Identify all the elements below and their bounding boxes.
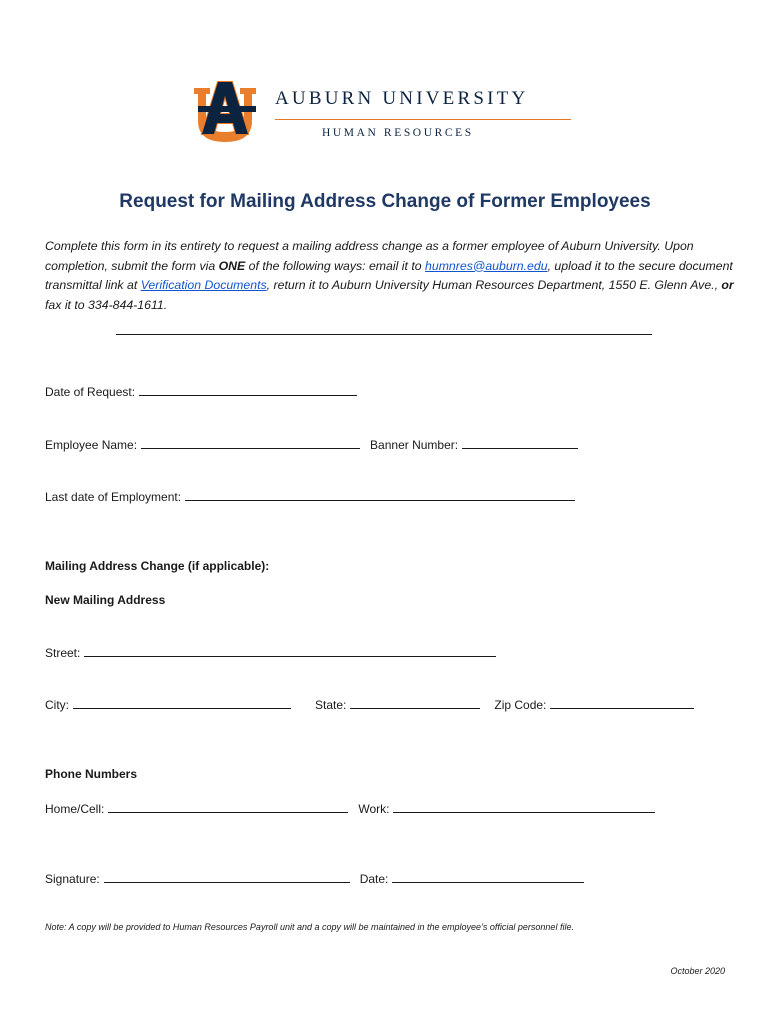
- intro-emphasis-or: or: [721, 278, 734, 292]
- verification-documents-link[interactable]: Verification Documents: [140, 278, 267, 292]
- note-text: Note: A copy will be provided to Human Resources Payroll unit and a copy will be maintained in the employee’s official personnel file.: [45, 922, 574, 932]
- street-label: Street:: [45, 646, 81, 660]
- employee-name-blank[interactable]: [141, 437, 360, 449]
- date-of-request-label: Date of Request:: [45, 385, 136, 399]
- last-date-employment-field[interactable]: [45, 489, 575, 504]
- intro-text: Complete this form in its entirety to request a mailing address change as a former employee of Auburn University. Upon completion, submit the form via: [45, 239, 694, 273]
- state-blank[interactable]: [350, 697, 480, 709]
- employee-row: [45, 437, 578, 452]
- zip-code-label: Zip Code:: [494, 698, 547, 712]
- zip-code-field[interactable]: [494, 697, 694, 712]
- date-of-request-row: [45, 384, 357, 399]
- form-title: Request for Mailing Address Change of Former Employees: [119, 191, 651, 212]
- auburn-hr-logo: [192, 80, 592, 150]
- home-cell-blank[interactable]: [108, 801, 348, 813]
- mailing-change-heading: Mailing Address Change (if applicable):: [45, 559, 270, 573]
- employee-name-label: Employee Name:: [45, 438, 138, 452]
- intro-text: fax it to 334-844-1611.: [45, 297, 168, 312]
- intro-text: of the following ways: email it to: [245, 258, 426, 273]
- signature-row: [45, 871, 584, 886]
- university-name: AUBURN UNIVERSITY: [275, 88, 529, 109]
- date-of-request-blank[interactable]: [139, 384, 357, 396]
- work-phone-blank[interactable]: [393, 801, 655, 813]
- last-date-employment-blank[interactable]: [185, 489, 575, 501]
- signature-field[interactable]: [45, 871, 350, 886]
- intro-text: , upload it to the secure document transmittal link at: [45, 258, 733, 292]
- zip-code-blank[interactable]: [550, 697, 694, 709]
- city-label: City:: [45, 698, 69, 712]
- state-field[interactable]: [315, 697, 480, 712]
- banner-number-field[interactable]: [370, 437, 578, 452]
- street-blank[interactable]: [84, 645, 496, 657]
- section-divider: [116, 334, 652, 335]
- new-mailing-heading: New Mailing Address: [45, 593, 166, 607]
- intro-text: , return it to Auburn University Human Resources Department, 1550 E. Glenn Ave.,: [266, 278, 722, 292]
- last-date-row: [45, 489, 575, 504]
- intro-paragraph: [45, 237, 735, 315]
- signature-blank[interactable]: [104, 871, 350, 883]
- date-of-request-field[interactable]: [45, 384, 357, 399]
- street-row: [45, 645, 496, 660]
- intro-emphasis-one: ONE: [218, 258, 246, 273]
- banner-number-label: Banner Number:: [370, 438, 459, 452]
- home-cell-field[interactable]: [45, 801, 348, 816]
- signature-date-label: Date:: [359, 872, 389, 886]
- street-field[interactable]: [45, 645, 496, 660]
- employee-name-field[interactable]: [45, 437, 360, 452]
- city-blank[interactable]: [73, 697, 291, 709]
- last-date-employment-label: Last date of Employment:: [45, 490, 182, 504]
- phone-row: [45, 801, 655, 816]
- city-field[interactable]: [45, 697, 291, 712]
- home-cell-label: Home/Cell:: [45, 802, 105, 816]
- city-state-zip-row: [45, 697, 694, 712]
- department-name: HUMAN RESOURCES: [322, 127, 474, 139]
- banner-number-blank[interactable]: [462, 437, 578, 449]
- email-link[interactable]: humnres@auburn.edu: [425, 258, 548, 273]
- signature-date-field[interactable]: [360, 871, 585, 886]
- state-label: State:: [315, 698, 347, 712]
- signature-date-blank[interactable]: [392, 871, 584, 883]
- phone-numbers-heading: Phone Numbers: [45, 767, 138, 781]
- work-phone-label: Work:: [358, 802, 390, 816]
- signature-label: Signature:: [45, 872, 100, 886]
- auburn-au-logo-icon: [192, 80, 270, 144]
- revision-date: October 2020: [670, 966, 725, 976]
- work-phone-field[interactable]: [358, 801, 655, 816]
- logo-divider: [275, 119, 571, 120]
